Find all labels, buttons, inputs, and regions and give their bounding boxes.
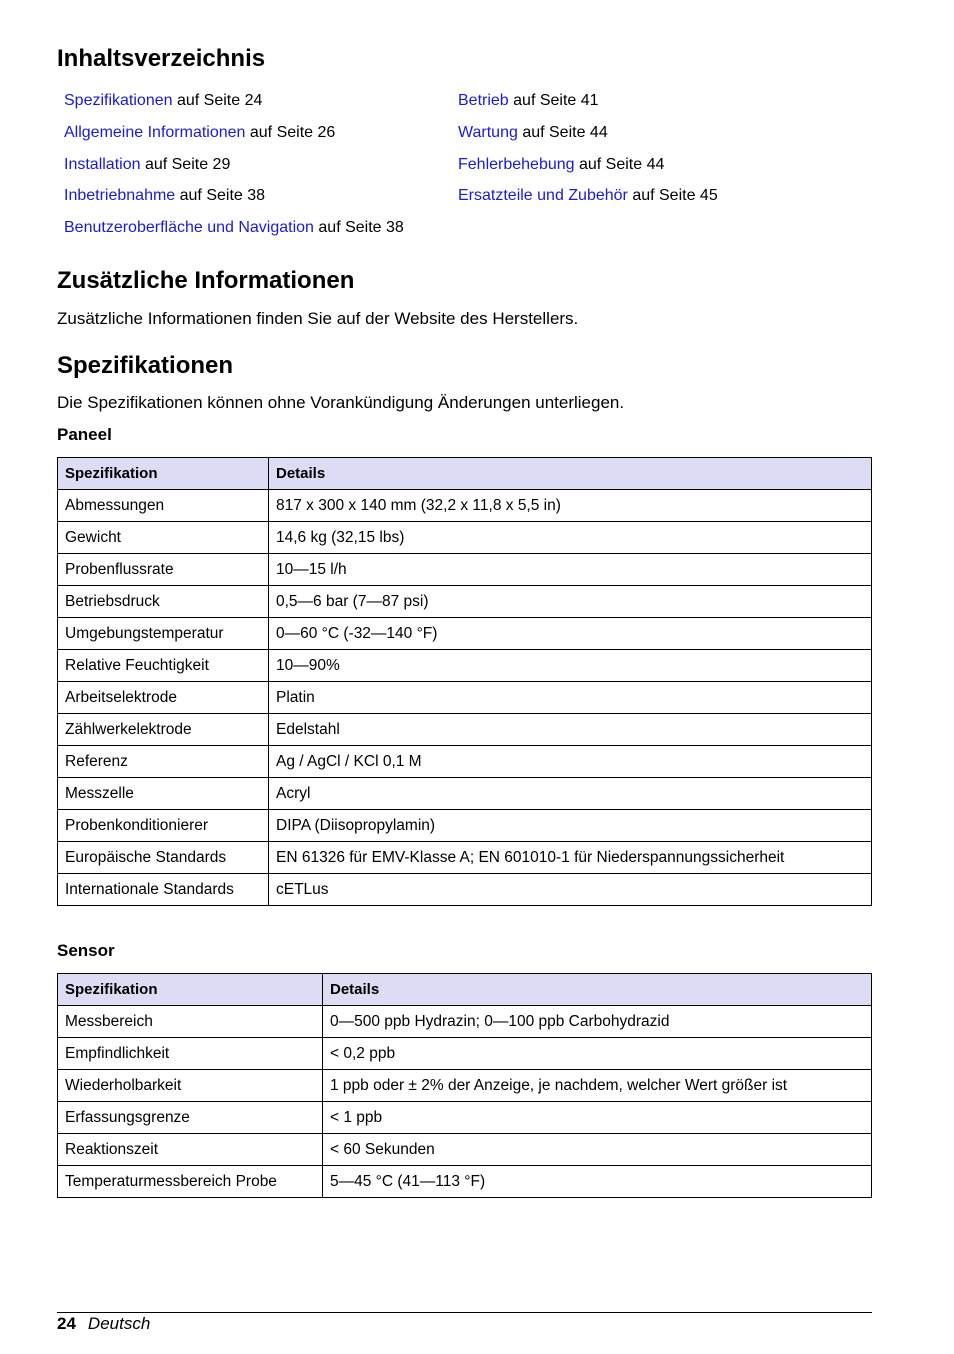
table-row (58, 746, 872, 778)
toc-page-ref: auf Seite 41 (508, 92, 599, 109)
spec-name: Temperaturmessbereich Probe (58, 1166, 323, 1198)
spec-detail: < 0,2 ppb (323, 1038, 872, 1070)
toc-link[interactable]: Ersatzteile und Zubehör (458, 187, 628, 205)
toc-link[interactable]: Fehlerbehebung (458, 155, 575, 173)
table-row (58, 1038, 872, 1070)
spec-detail: cETLus (269, 874, 872, 906)
additional-info-text: Zusätzliche Informationen finden Sie auf der Website des Herstellers. (57, 309, 579, 328)
spec-detail: 1 ppb oder ± 2% der Anzeige, je nachdem, welcher Wert größer ist (323, 1070, 872, 1102)
table-row (58, 618, 872, 650)
spec-detail: < 1 ppb (323, 1102, 872, 1134)
toc-title: Inhaltsverzeichnis (57, 45, 266, 72)
spec-name: Reaktionszeit (58, 1134, 323, 1166)
toc-link[interactable]: Installation (64, 155, 141, 173)
sensor-spec-table (57, 973, 872, 1198)
spec-name: Messzelle (58, 778, 269, 810)
spec-name: Empfindlichkeit (58, 1038, 323, 1070)
specifications-text: Die Spezifikationen können ohne Vorankündigung Änderungen unterliegen. (57, 393, 625, 412)
sensor-heading: Sensor (57, 941, 115, 960)
table-row (58, 1102, 872, 1134)
table-row (58, 842, 872, 874)
spec-name: Zählwerkelektrode (58, 714, 269, 746)
table-row (58, 522, 872, 554)
spec-name: Probenflussrate (58, 554, 269, 586)
additional-info-heading: Zusätzliche Informationen (57, 267, 355, 294)
spec-detail: 817 x 300 x 140 mm (32,2 x 11,8 x 5,5 in) (269, 490, 872, 522)
panel-heading: Paneel (57, 425, 112, 444)
panel-spec-table (57, 457, 872, 906)
toc-right-column (458, 90, 718, 217)
toc-item (458, 185, 718, 217)
spec-detail: 5—45 °C (41—113 °F) (323, 1166, 872, 1198)
spec-detail: 0,5—6 bar (7—87 psi) (269, 586, 872, 618)
spec-name: Relative Feuchtigkeit (58, 650, 269, 682)
spec-name: Erfassungsgrenze (58, 1102, 323, 1134)
table-row (58, 874, 872, 906)
footer-text (57, 1313, 150, 1335)
spec-name: Gewicht (58, 522, 269, 554)
spec-name: Umgebungstemperatur (58, 618, 269, 650)
spec-name: Arbeitselektrode (58, 682, 269, 714)
table-row (58, 554, 872, 586)
toc-link[interactable]: Benutzeroberfläche und Navigation (64, 219, 314, 236)
table-row (58, 682, 872, 714)
toc-item (64, 122, 404, 154)
table-row (58, 810, 872, 842)
toc-page-ref: auf Seite 38 (313, 219, 404, 236)
spec-detail: EN 61326 für EMV-Klasse A; EN 601010-1 für Niederspannungssicherheit (269, 842, 872, 874)
toc-page-ref: auf Seite 26 (245, 123, 336, 141)
footer-language: Deutsch (87, 1314, 151, 1333)
column-header: Spezifikation (58, 458, 269, 490)
spec-detail: 0—60 °C (-32—140 °F) (269, 618, 872, 650)
page-number: 24 (57, 1314, 76, 1333)
toc-item (458, 154, 718, 186)
spec-detail: < 60 Sekunden (323, 1134, 872, 1166)
toc-page-ref: auf Seite 44 (517, 123, 608, 141)
toc-link[interactable]: Betrieb (458, 92, 509, 109)
toc-link[interactable]: Inbetriebnahme (64, 187, 176, 205)
spec-detail: DIPA (Diisopropylamin) (269, 810, 872, 842)
toc-item (64, 154, 404, 186)
column-header: Details (323, 974, 872, 1006)
spec-detail: 0—500 ppb Hydrazin; 0—100 ppb Carbohydrazid (323, 1006, 872, 1038)
column-header: Details (269, 458, 872, 490)
toc-item (64, 217, 404, 249)
table-row (58, 1006, 872, 1038)
table-row (58, 650, 872, 682)
toc-page-ref: auf Seite 45 (627, 187, 718, 205)
toc-item (458, 90, 718, 122)
table-row (58, 1134, 872, 1166)
toc-link[interactable]: Wartung (458, 123, 518, 141)
toc-page-ref: auf Seite 38 (175, 187, 266, 205)
spec-detail: 10—90% (269, 650, 872, 682)
spec-name: Betriebsdruck (58, 586, 269, 618)
page-footer (57, 1312, 872, 1333)
spec-name: Probenkonditionierer (58, 810, 269, 842)
toc-item (64, 90, 404, 122)
toc-item (458, 122, 718, 154)
spec-detail: 14,6 kg (32,15 lbs) (269, 522, 872, 554)
spec-name: Europäische Standards (58, 842, 269, 874)
toc-page-ref: auf Seite 44 (574, 155, 665, 173)
toc-page-ref: auf Seite 29 (140, 155, 231, 173)
spec-name: Abmessungen (58, 490, 269, 522)
table-row (58, 1166, 872, 1198)
toc-left-column (64, 90, 404, 249)
toc-page-ref: auf Seite 24 (172, 92, 263, 109)
spec-detail: Acryl (269, 778, 872, 810)
table-row (58, 778, 872, 810)
table-row (58, 586, 872, 618)
spec-name: Internationale Standards (58, 874, 269, 906)
table-row (58, 1070, 872, 1102)
spec-name: Referenz (58, 746, 269, 778)
toc-item (64, 185, 404, 217)
toc-link[interactable]: Allgemeine Informationen (64, 123, 246, 141)
spec-name: Messbereich (58, 1006, 323, 1038)
spec-name: Wiederholbarkeit (58, 1070, 323, 1102)
specifications-heading: Spezifikationen (57, 352, 234, 379)
table-row (58, 714, 872, 746)
spec-detail: 10—15 l/h (269, 554, 872, 586)
table-row (58, 490, 872, 522)
spec-detail: Ag / AgCl / KCl 0,1 M (269, 746, 872, 778)
table-header-row (58, 974, 872, 1006)
column-header: Spezifikation (58, 974, 323, 1006)
spec-detail: Edelstahl (269, 714, 872, 746)
spec-detail: Platin (269, 682, 872, 714)
toc-link[interactable]: Spezifikationen (64, 92, 173, 109)
table-header-row (58, 458, 872, 490)
